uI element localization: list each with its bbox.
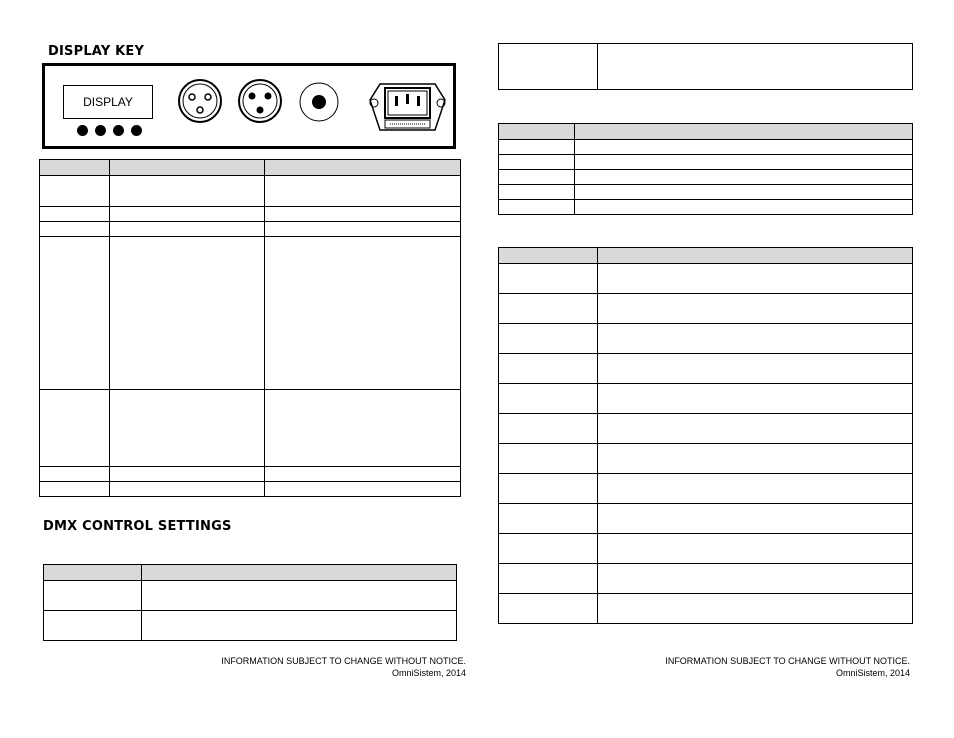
table-row	[499, 594, 913, 624]
table-row	[499, 264, 913, 294]
rear-panel-diagram	[42, 63, 456, 149]
connectors-diagram	[45, 66, 453, 146]
left-footer-notice: INFORMATION SUBJECT TO CHANGE WITHOUT NOTICE.	[221, 656, 466, 666]
table-row	[499, 354, 913, 384]
table-row	[499, 504, 913, 534]
right-middle-table	[498, 123, 913, 215]
right-footer-copyright: OmniSistem, 2014	[835, 668, 910, 678]
table-header-row	[499, 124, 913, 140]
table-row	[499, 474, 913, 504]
left-footer-copyright: OmniSistem, 2014	[391, 668, 466, 678]
display-key-table	[39, 159, 461, 497]
table-row	[499, 384, 913, 414]
xlr-male-connector-icon	[239, 80, 281, 122]
table-row	[499, 44, 913, 90]
table-row	[499, 294, 913, 324]
table-header-row	[499, 248, 913, 264]
power-inlet-icon	[370, 84, 445, 130]
right-footer-notice: INFORMATION SUBJECT TO CHANGE WITHOUT NOTICE.	[665, 656, 910, 666]
right-bottom-table	[498, 247, 913, 624]
table-row	[499, 324, 913, 354]
table-row	[44, 611, 457, 641]
table-header-row	[44, 565, 457, 581]
table-row	[499, 534, 913, 564]
table-row	[40, 222, 461, 237]
table-row	[44, 581, 457, 611]
table-row	[499, 170, 913, 185]
table-row	[499, 414, 913, 444]
table-row	[40, 207, 461, 222]
left-footer	[200, 655, 466, 679]
dmx-control-settings-heading: DMX CONTROL SETTINGS	[43, 519, 232, 534]
table-row	[40, 237, 461, 390]
xlr-female-connector-icon	[179, 80, 221, 122]
table-row	[40, 482, 461, 497]
table-row	[499, 444, 913, 474]
table-row	[499, 185, 913, 200]
table-row	[40, 467, 461, 482]
table-row	[499, 564, 913, 594]
dmx-settings-table	[43, 564, 457, 641]
table-row	[499, 155, 913, 170]
table-row	[499, 200, 913, 215]
fuse-holder-icon	[300, 83, 338, 121]
display-label: DISPLAY	[83, 95, 133, 109]
right-footer	[646, 655, 910, 679]
display-key-heading: DISPLAY KEY	[48, 44, 145, 59]
table-header-row	[40, 160, 461, 176]
table-row	[499, 140, 913, 155]
table-row	[40, 390, 461, 467]
table-row	[40, 176, 461, 207]
right-top-table	[498, 43, 913, 90]
